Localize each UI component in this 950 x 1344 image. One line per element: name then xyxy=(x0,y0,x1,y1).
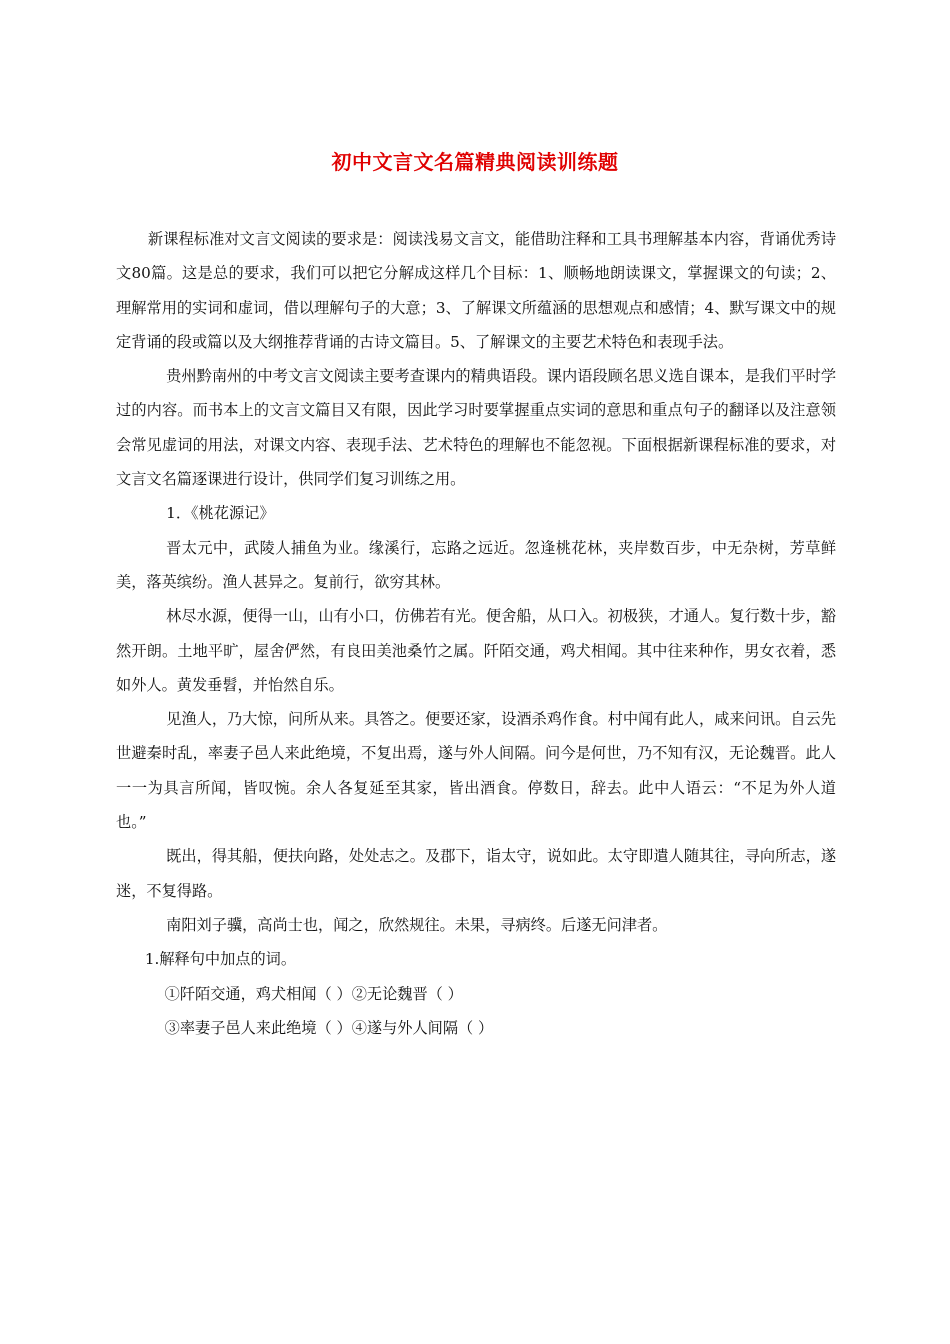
passage-paragraph-3: 见渔人，乃大惊，问所从来。具答之。便要还家，设酒杀鸡作食。村中闻有此人，咸来问讯。自云先世避秦时乱，率妻子邑人来此绝境，不复出焉，遂与外人间隔。问今是何世，乃不知有汉，无论魏晋。此人一一为具言所闻，皆叹惋。余人各复延至其家，皆出酒食。停数日，辞去。此中人语云：“不足为外人道也。” xyxy=(116,710,836,832)
passage-paragraph-2: 林尽水源，便得一山，山有小口，仿佛若有光。便舍船，从口入。初极狭，才通人。复行数十步，豁然开朗。土地平旷，屋舍俨然，有良田美池桑竹之属。阡陌交通，鸡犬相闻。其中往来种作，男女衣着，悉如外人。黄发垂髫，并怡然自乐。 xyxy=(116,607,836,694)
question-1-line-2: ③率妻子邑人来此绝境（ ）④遂与外人间隔（ ） xyxy=(164,1018,494,1037)
question-1-prompt: 1.解释句中加点的词。 xyxy=(144,950,297,969)
question-1-line-1: ①阡陌交通，鸡犬相闻（ ）②无论魏晋（ ） xyxy=(164,984,463,1003)
document-title: 初中文言文名篇精典阅读训练题 xyxy=(331,150,619,174)
passage-paragraph-5: 南阳刘子骥，高尚士也，闻之，欣然规往。未果，寻病终。后遂无问津者。 xyxy=(166,915,668,934)
passage-paragraph-1: 晋太元中，武陵人捕鱼为业。缘溪行，忘路之远近。忽逢桃花林，夹岸数百步，中无杂树，芳草鲜美，落英缤纷。渔人甚异之。复前行，欲穷其林。 xyxy=(116,538,836,591)
passage-paragraph-4: 既出，得其船，便扶向路，处处志之。及郡下，诣太守，说如此。太守即遣人随其往，寻向所志，遂迷，不复得路。 xyxy=(116,847,836,900)
section-heading: 1．《桃花源记》 xyxy=(166,504,275,523)
intro-paragraph-2: 贵州黔南州的中考文言文阅读主要考查课内的精典语段。课内语段顾名思义选自课本，是我们平时学过的内容。而书本上的文言文篇目又有限，因此学习时要掌握重点实词的意思和重点句子的翻译以及注意领会常见虚词的用法，对课文内容、表现手法、艺术特色的理解也不能忽视。下面根据新课程标准的要求，对文言文名篇逐课进行设计，供同学们复习训练之用。 xyxy=(116,367,836,489)
intro-paragraph-1: 新课程标准对文言文阅读的要求是：阅读浅易文言文，能借助注释和工具书理解基本内容，背诵优秀诗文80篇。这是总的要求，我们可以把它分解成这样几个目标：1、顺畅地朗读课文，掌握课文的句读；2、理解常用的实词和虚词，借以理解句子的大意；3、了解课文所蕴涵的思想观点和感情；4、默写课文中的规定背诵的段或篇以及大纲推荐背诵的古诗文篇目。5、了解课文的主要艺术特色和表现手法。 xyxy=(116,230,836,351)
document-body xyxy=(116,222,836,1045)
